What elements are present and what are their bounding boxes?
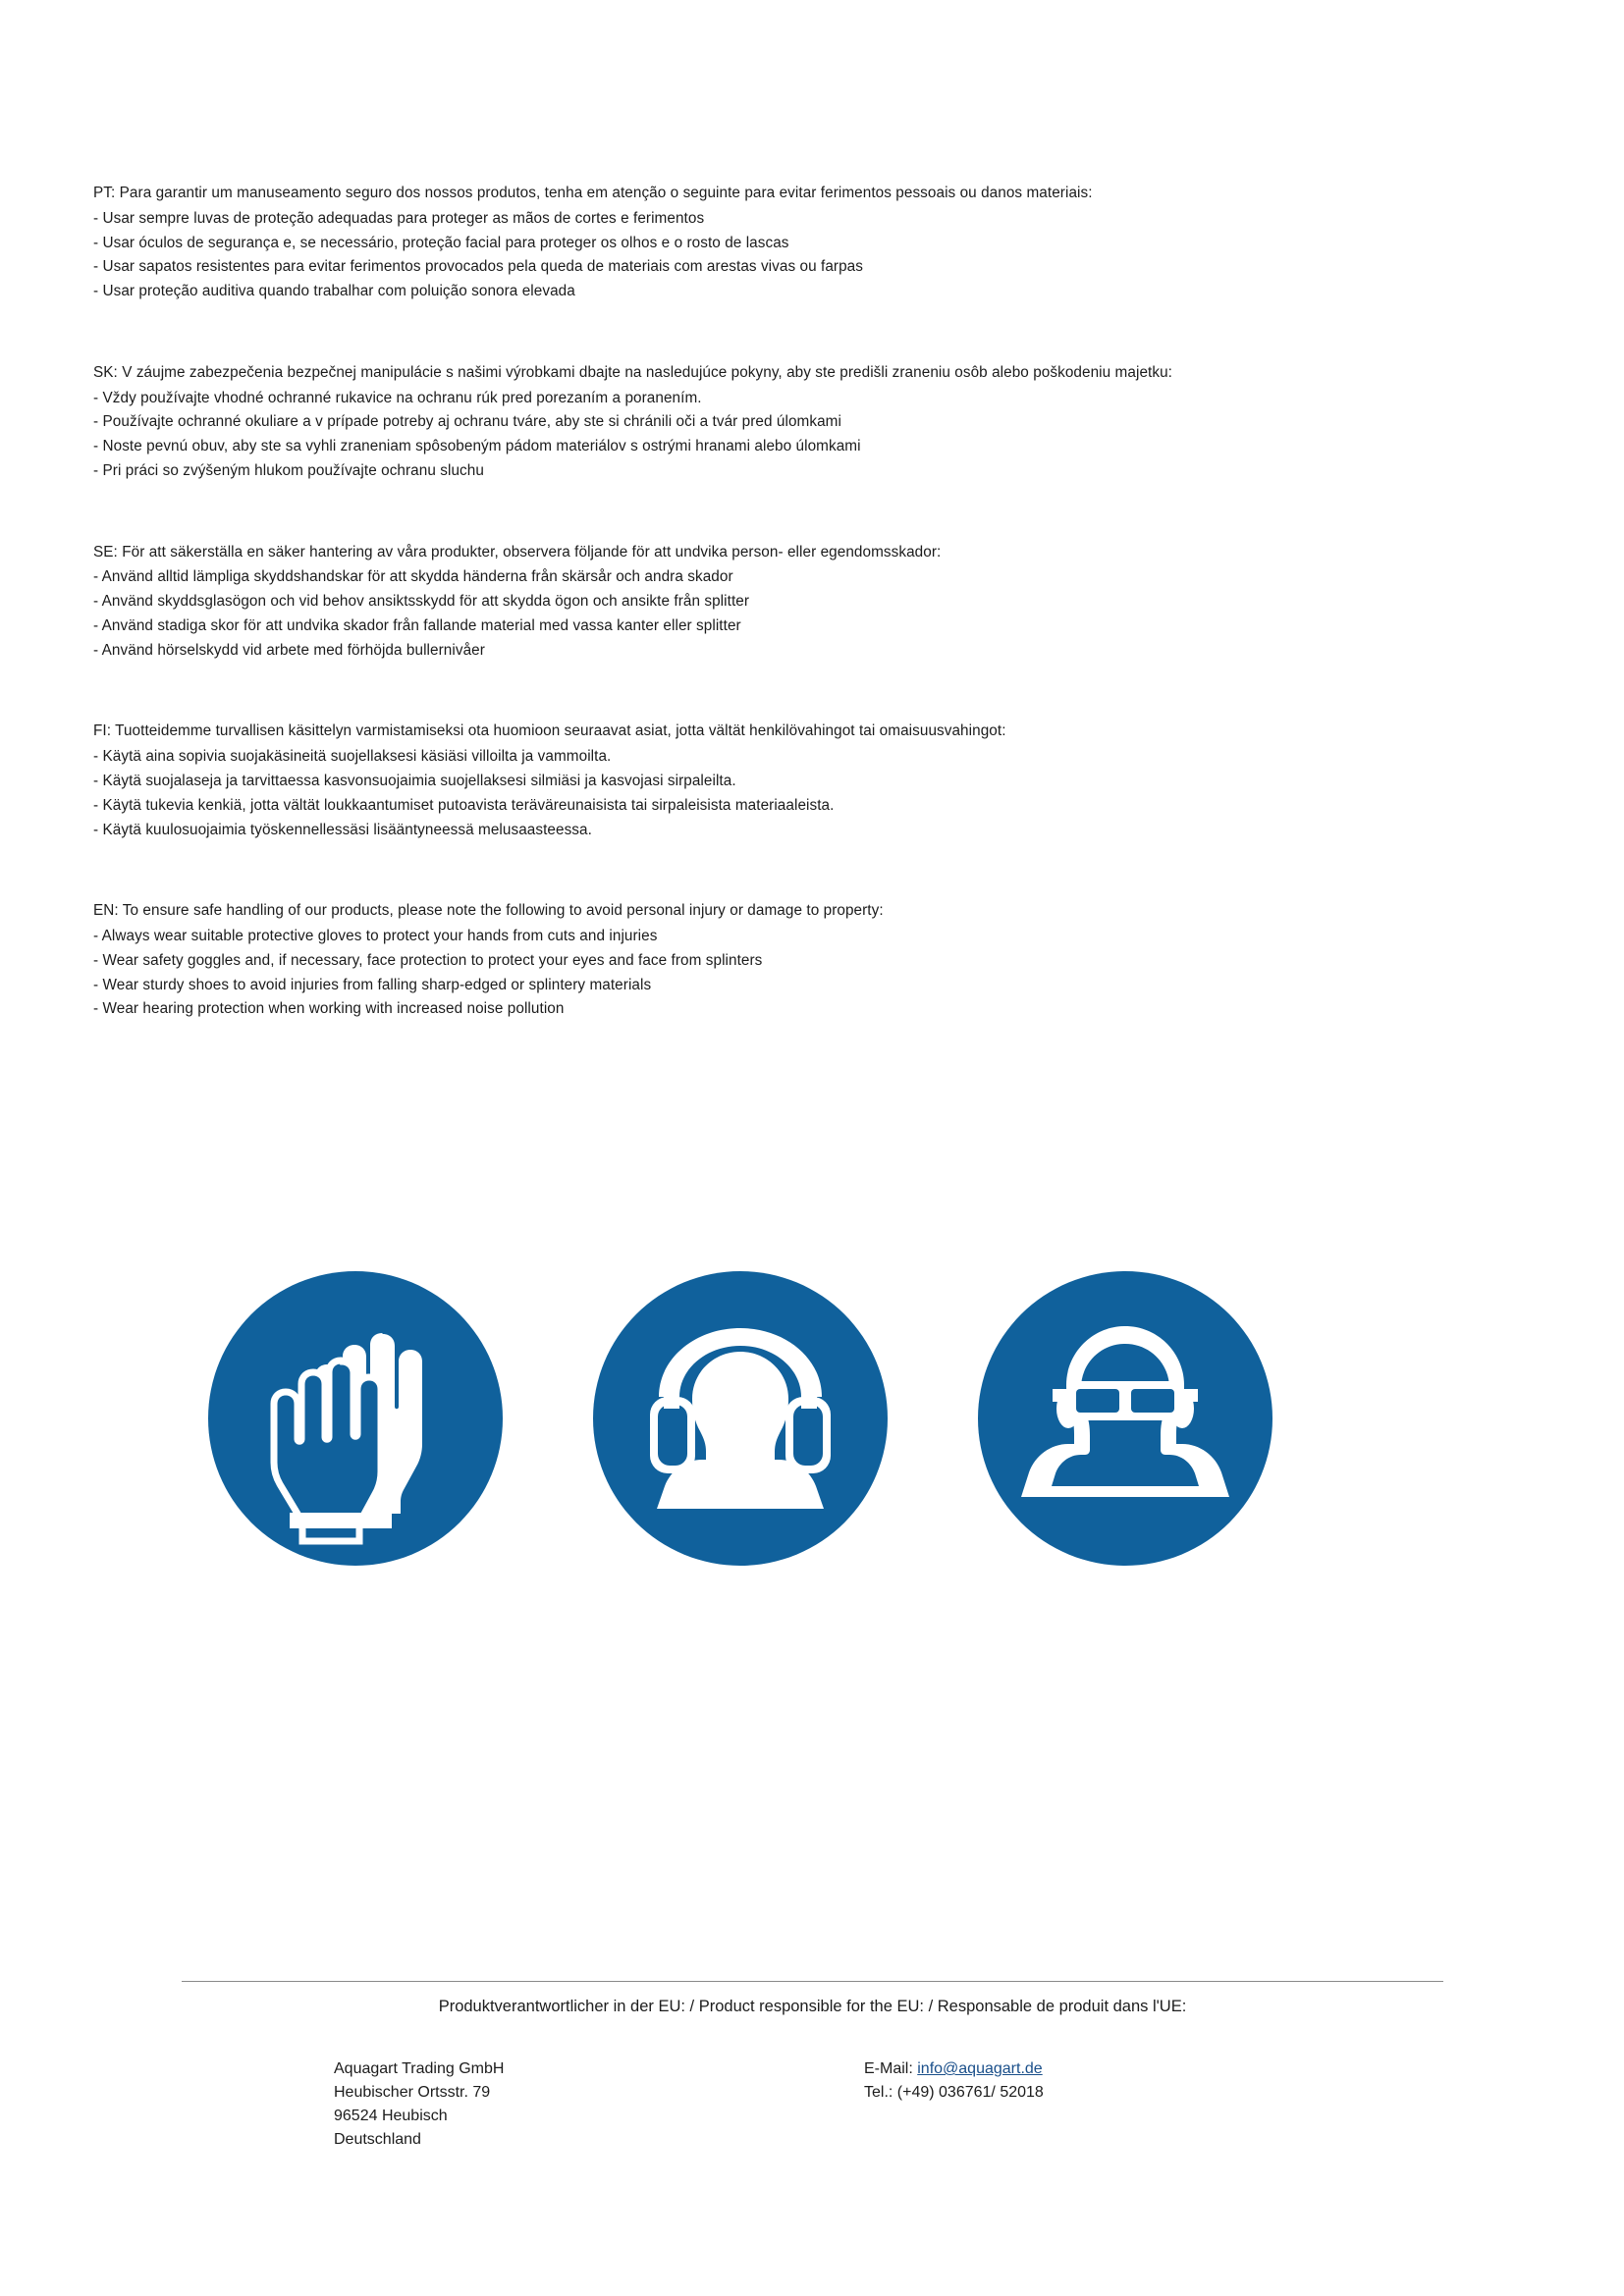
language-heading: FI: Tuotteidemme turvallisen käsittelyn varmistamiseksi ota huomioon seuraavat asiat, jotta vältät henkilövahingot tai omaisuusvahingot: bbox=[93, 722, 1006, 740]
footer-title: Produktverantwortlicher in der EU: / Product responsible for the EU: / Responsable de produit dans l'UE: bbox=[438, 1998, 1187, 2015]
language-bullet: - Používajte ochranné okuliare a v prípade potreby aj ochranu tváre, aby ste si chránili oči a tvár pred úlomkami bbox=[93, 413, 841, 431]
language-bullet: - Wear safety goggles and, if necessary, face protection to protect your eyes and face from splinters bbox=[93, 951, 763, 969]
language-bullet: - Käytä aina sopivia suojakäsineitä suojellaksesi käsiäsi villoilta ja vammoilta. bbox=[93, 748, 612, 766]
footer-columns bbox=[182, 2057, 1443, 2152]
email-link[interactable]: info@aquagart.de bbox=[917, 2060, 1043, 2078]
language-bullet: - Usar óculos de segurança e, se necessário, proteção facial para proteger os olhos e o rosto de lascas bbox=[93, 234, 789, 251]
language-bullet: - Wear sturdy shoes to avoid injuries from falling sharp-edged or splintery materials bbox=[93, 976, 652, 993]
ear-protection-icon bbox=[593, 1271, 888, 1566]
language-heading: PT: Para garantir um manuseamento seguro dos nossos produtos, tenha em atenção o seguinte para evitar ferimentos pessoais ou danos materiais: bbox=[93, 185, 1093, 201]
language-bullet: - Använd alltid lämpliga skyddshandskar för att skydda händerna från skärsår och andra skador bbox=[93, 568, 733, 586]
language-bullet: - Använd skyddsglasögon och vid behov ansiktsskydd för att skydda ögon och ansikte från splitter bbox=[93, 593, 750, 611]
language-bullet: - Always wear suitable protective gloves to protect your hands from cuts and injuries bbox=[93, 928, 658, 945]
language-block-fi bbox=[93, 720, 1531, 842]
language-bullet: - Vždy používajte vhodné ochranné rukavice na ochranu rúk pred porezaním a poranením. bbox=[93, 389, 702, 406]
language-heading: SK: V záujme zabezpečenia bezpečnej manipulácie s našimi výrobkami dbajte na nasledujúce pokyny, aby ste predišli zraneniu osôb alebo poškodeniu majetku: bbox=[93, 363, 1172, 381]
language-bullet: - Använd stadiga skor för att undvika skador från fallande material med vassa kanter eller splitter bbox=[93, 616, 741, 634]
language-heading: SE: För att säkerställa en säker hantering av våra produkter, observera följande för att undvika person- eller egendomsskador: bbox=[93, 543, 942, 561]
language-bullet: - Använd hörselskydd vid arbete med förhöjda bullernivåer bbox=[93, 641, 485, 659]
language-bullet: - Käytä suojalaseja ja tarvittaessa kasvonsuojaimia suojellaksesi silmiäsi ja kasvojasi sirpaleilta. bbox=[93, 773, 736, 790]
footer-address-column bbox=[334, 2057, 864, 2152]
language-bullet: - Usar proteção auditiva quando trabalhar com poluição sonora elevada bbox=[93, 283, 575, 300]
footer bbox=[182, 1981, 1443, 2152]
language-block-se bbox=[93, 541, 1531, 664]
safety-goggles-pictogram bbox=[978, 1271, 1272, 1566]
language-bullet: - Noste pevnú obuv, aby ste sa vyhli zraneniam spôsobeným pádom materiálov s ostrými hranami alebo úlomkami bbox=[93, 438, 861, 455]
language-bullet: - Usar sapatos resistentes para evitar ferimentos provocados pela queda de materiais com arestas vivas ou farpas bbox=[93, 258, 863, 276]
footer-contact-column bbox=[864, 2057, 1276, 2152]
language-bullet: - Käytä tukevia kenkiä, jotta vältät loukkaantumiset putoavista teräväreunaisista tai sirpaleisista materiaaleista. bbox=[93, 796, 835, 814]
language-bullet: - Pri práci so zvýšeným hlukom používajte ochranu sluchu bbox=[93, 461, 484, 479]
language-block-sk bbox=[93, 361, 1531, 484]
language-heading: EN: To ensure safe handling of our products, please note the following to avoid personal injury or damage to property: bbox=[93, 902, 884, 920]
pictogram-row bbox=[93, 1271, 1624, 1566]
company-country: Deutschland bbox=[334, 2131, 421, 2149]
ear-protection-pictogram bbox=[593, 1271, 888, 1566]
language-bullet: - Käytä kuulosuojaimia työskennellessäsi lisääntyneessä melusaasteessa. bbox=[93, 821, 592, 838]
language-block-en bbox=[93, 899, 1531, 1022]
email-row bbox=[864, 2057, 1276, 2081]
language-bullet: - Wear hearing protection when working with increased noise pollution bbox=[93, 1000, 565, 1018]
language-bullet: - Usar sempre luvas de proteção adequadas para proteger as mãos de cortes e ferimentos bbox=[93, 209, 705, 227]
language-block-pt bbox=[93, 182, 1531, 304]
company-city: 96524 Heubisch bbox=[334, 2108, 448, 2125]
footer-divider bbox=[182, 1981, 1443, 1982]
safety-goggles-icon bbox=[978, 1271, 1272, 1566]
company-name: Aquagart Trading GmbH bbox=[334, 2060, 505, 2078]
protective-gloves-icon bbox=[208, 1271, 503, 1566]
protective-gloves-pictogram bbox=[208, 1271, 503, 1566]
phone-row: Tel.: (+49) 036761/ 52018 bbox=[864, 2084, 1044, 2102]
company-street: Heubischer Ortsstr. 79 bbox=[334, 2084, 491, 2102]
email-label: E-Mail: bbox=[864, 2060, 913, 2078]
